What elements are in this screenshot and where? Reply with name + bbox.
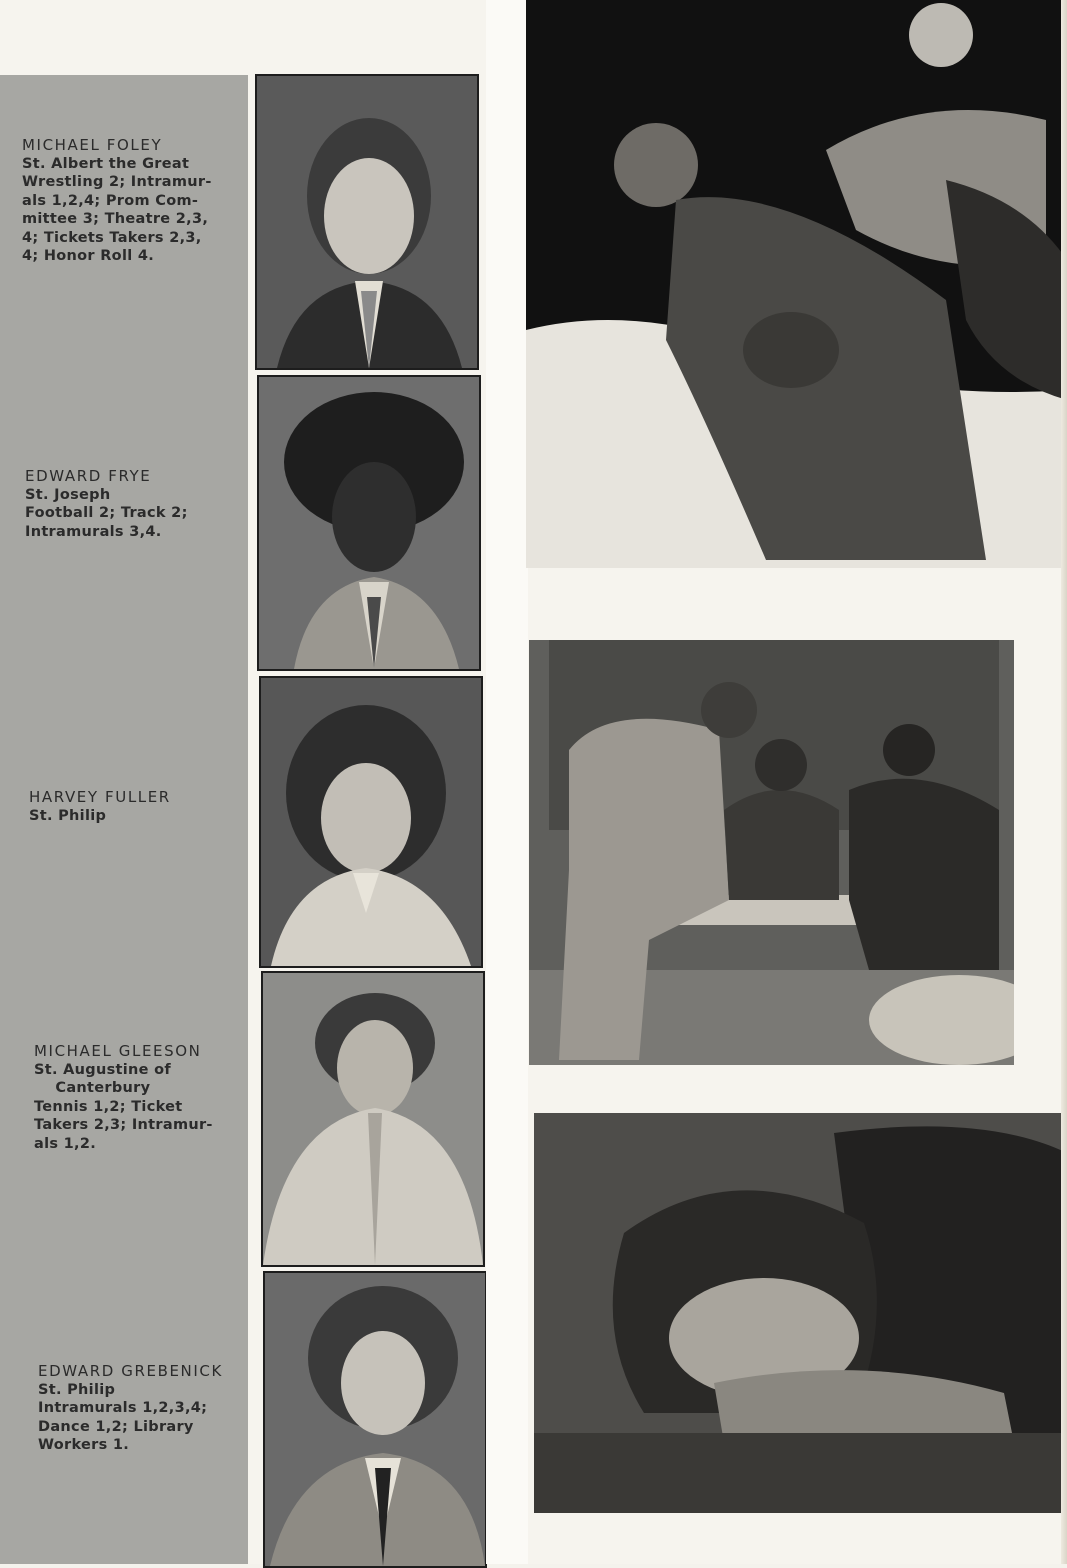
student-name: HARVEY FULLER [29,788,171,806]
bio-line: Canterbury [34,1080,151,1096]
portrait-image [259,377,479,669]
photo-sleeping-student [534,1113,1067,1513]
bio-edward-frye [25,467,188,541]
student-name: EDWARD GREBENICK [38,1362,223,1380]
page-gutter [486,0,528,1564]
bio-line: mittee 3; Theatre 2,3, [22,211,209,227]
bio-line: 4; Tickets Takers 2,3, [22,229,202,246]
portrait-michael-gleeson [261,971,485,1267]
bio-line: St. Albert the Great [22,155,190,172]
portrait-image [265,1273,485,1566]
bio-line: Intramurals 3,4. [25,523,162,540]
bio-line: St. Philip [38,1381,116,1398]
page-edge [1061,0,1067,1564]
portrait-harvey-fuller [259,676,483,968]
bio-line: St. Joseph [25,486,111,503]
portrait-edward-grebenick [263,1271,487,1568]
photo-image [529,640,1014,1065]
bio-harvey-fuller [29,788,171,825]
photo-donkey-basketball [526,0,1067,568]
bio-line: als 1,2,4; Prom Com- [22,192,199,209]
bio-line: Takers 2,3; Intramur- [34,1117,213,1133]
portrait-edward-frye [257,375,481,671]
bio-line: Football 2; Track 2; [25,505,188,521]
bio-line: Tennis 1,2; Ticket [34,1098,183,1115]
bio-michael-gleeson [34,1042,213,1153]
bio-line: Workers 1. [38,1437,130,1453]
bio-michael-foley [22,136,212,266]
photo-card-game [529,640,1014,1065]
bio-line: St. Philip [29,807,107,824]
bio-line: Wrestling 2; Intramur- [22,174,212,190]
photo-image [534,1113,1067,1513]
student-name: MICHAEL GLEESON [34,1042,202,1060]
bio-line: St. Augustine of [34,1061,171,1078]
bio-line: Intramurals 1,2,3,4; [38,1400,208,1416]
portrait-michael-foley [255,74,479,370]
portrait-image [261,678,481,966]
bio-line: Dance 1,2; Library [38,1418,194,1435]
student-name: MICHAEL FOLEY [22,136,163,154]
photo-image [526,0,1067,568]
bio-line: 4; Honor Roll 4. [22,248,155,264]
bio-edward-grebenick [38,1362,223,1455]
portrait-image [257,76,477,368]
student-name: EDWARD FRYE [25,467,152,485]
bio-line: als 1,2. [34,1135,97,1152]
portrait-image [263,973,483,1265]
